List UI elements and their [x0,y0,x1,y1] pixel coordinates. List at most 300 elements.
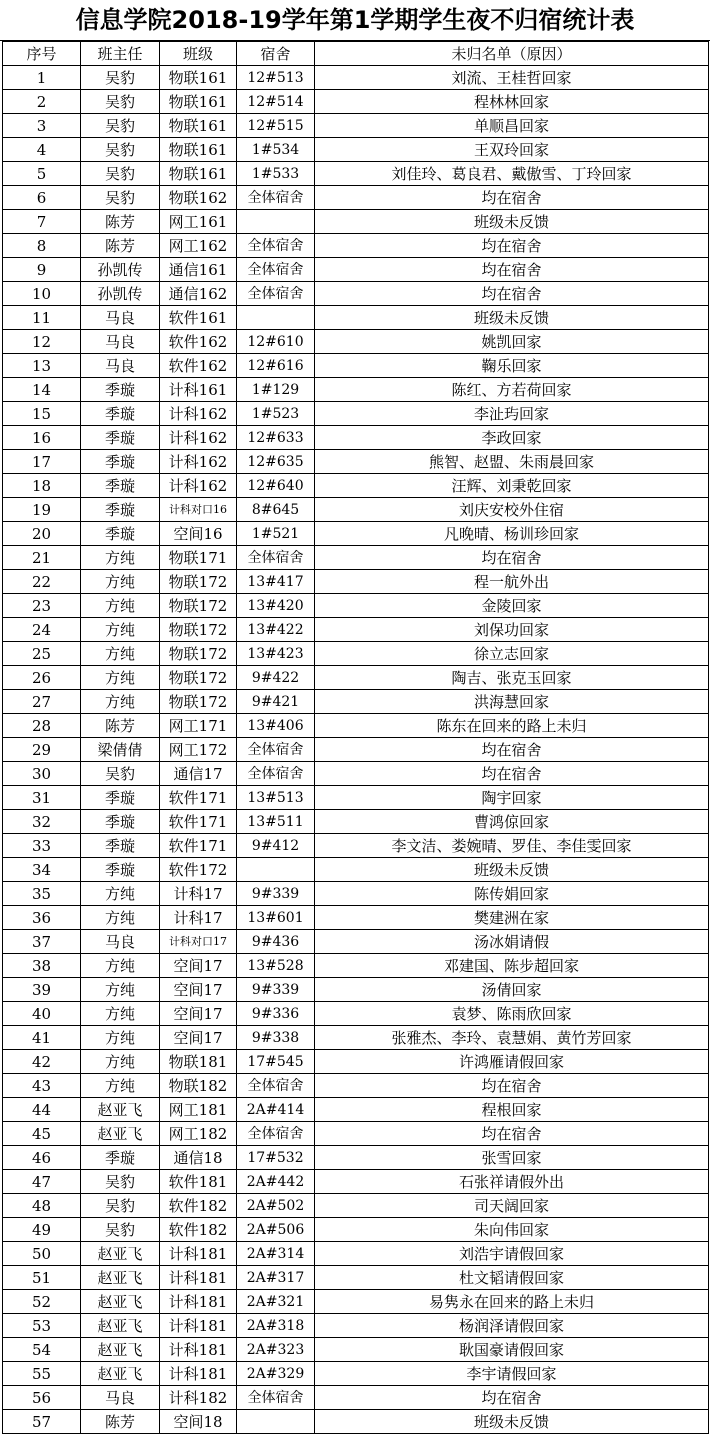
cell-dorm: 12#616 [237,354,315,378]
cell-teacher: 陈芳 [81,210,160,234]
cell-absent-list: 李沚玙回家 [315,402,709,426]
header-row [3,42,709,66]
cell-absent-list: 陈东在回来的路上未归 [315,714,709,738]
cell-class: 计科181 [160,1266,237,1290]
table-row [3,450,709,474]
cell-teacher: 季璇 [81,474,160,498]
cell-teacher: 方纯 [81,594,160,618]
cell-index: 40 [3,1002,81,1026]
cell-index: 55 [3,1362,81,1386]
cell-absent-list: 刘佳玲、葛良君、戴傲雪、丁玲回家 [315,162,709,186]
sheet-title: 信息学院2018-19学年第1学期学生夜不归宿统计表 [0,0,710,41]
cell-index: 49 [3,1218,81,1242]
cell-class: 物联161 [160,114,237,138]
cell-teacher: 季璇 [81,498,160,522]
cell-absent-list: 熊智、赵盟、朱雨晨回家 [315,450,709,474]
cell-class: 物联172 [160,618,237,642]
cell-class: 网工162 [160,234,237,258]
cell-dorm: 1#129 [237,378,315,402]
cell-index: 5 [3,162,81,186]
cell-teacher: 季璇 [81,810,160,834]
cell-teacher: 马良 [81,1386,160,1410]
cell-absent-list: 李宇请假回家 [315,1362,709,1386]
table-row [3,1074,709,1098]
cell-class: 通信161 [160,258,237,282]
table-row [3,1050,709,1074]
cell-index: 38 [3,954,81,978]
cell-teacher: 季璇 [81,522,160,546]
cell-class: 物联161 [160,66,237,90]
cell-index: 14 [3,378,81,402]
cell-dorm: 12#515 [237,114,315,138]
cell-teacher: 吴豹 [81,114,160,138]
cell-teacher: 赵亚飞 [81,1362,160,1386]
table-row [3,618,709,642]
table-row [3,162,709,186]
cell-absent-list: 均在宿舍 [315,282,709,306]
cell-teacher: 陈芳 [81,714,160,738]
cell-teacher: 方纯 [81,618,160,642]
cell-dorm: 全体宿舍 [237,762,315,786]
cell-absent-list: 均在宿舍 [315,762,709,786]
table-row [3,1266,709,1290]
cell-class: 计科162 [160,402,237,426]
cell-dorm: 12#513 [237,66,315,90]
cell-teacher: 马良 [81,330,160,354]
cell-teacher: 吴豹 [81,1218,160,1242]
cell-dorm [237,1410,315,1434]
cell-dorm: 全体宿舍 [237,186,315,210]
cell-dorm: 12#635 [237,450,315,474]
cell-absent-list: 耿国豪请假回家 [315,1338,709,1362]
cell-absent-list: 张雪回家 [315,1146,709,1170]
cell-dorm: 9#421 [237,690,315,714]
cell-absent-list: 汤倩回家 [315,978,709,1002]
cell-class: 软件161 [160,306,237,330]
cell-absent-list: 单顺昌回家 [315,114,709,138]
cell-dorm: 2A#323 [237,1338,315,1362]
cell-absent-list: 李政回家 [315,426,709,450]
cell-dorm: 13#423 [237,642,315,666]
cell-class: 软件182 [160,1218,237,1242]
cell-index: 25 [3,642,81,666]
table-row [3,282,709,306]
table-row [3,546,709,570]
cell-dorm: 9#436 [237,930,315,954]
cell-teacher: 方纯 [81,1026,160,1050]
cell-index: 39 [3,978,81,1002]
cell-index: 44 [3,1098,81,1122]
cell-class: 物联182 [160,1074,237,1098]
table-row [3,786,709,810]
cell-absent-list: 均在宿舍 [315,738,709,762]
cell-absent-list: 班级未反馈 [315,306,709,330]
cell-absent-list: 陈红、方若荷回家 [315,378,709,402]
cell-teacher: 赵亚飞 [81,1122,160,1146]
cell-absent-list: 徐立志回家 [315,642,709,666]
cell-absent-list: 班级未反馈 [315,210,709,234]
cell-index: 12 [3,330,81,354]
absence-table [2,41,709,1434]
cell-dorm: 17#532 [237,1146,315,1170]
cell-dorm: 全体宿舍 [237,1386,315,1410]
cell-teacher: 赵亚飞 [81,1290,160,1314]
table-row [3,210,709,234]
cell-teacher: 方纯 [81,666,160,690]
cell-index: 19 [3,498,81,522]
cell-index: 6 [3,186,81,210]
cell-dorm: 1#534 [237,138,315,162]
cell-class: 计科181 [160,1290,237,1314]
cell-dorm: 2A#314 [237,1242,315,1266]
cell-class: 网工172 [160,738,237,762]
cell-class: 通信17 [160,762,237,786]
cell-teacher: 方纯 [81,882,160,906]
cell-index: 46 [3,1146,81,1170]
cell-dorm: 12#610 [237,330,315,354]
cell-class: 计科162 [160,426,237,450]
cell-absent-list: 邓建国、陈步超回家 [315,954,709,978]
cell-teacher: 赵亚飞 [81,1338,160,1362]
table-row [3,1026,709,1050]
cell-class: 物联172 [160,570,237,594]
table-body [3,66,709,1434]
cell-class: 软件162 [160,330,237,354]
cell-dorm: 2A#506 [237,1218,315,1242]
cell-teacher: 马良 [81,930,160,954]
cell-dorm: 9#336 [237,1002,315,1026]
cell-class: 计科181 [160,1314,237,1338]
cell-index: 11 [3,306,81,330]
cell-index: 15 [3,402,81,426]
cell-absent-list: 袁梦、陈雨欣回家 [315,1002,709,1026]
cell-absent-list: 曹鸿倞回家 [315,810,709,834]
cell-absent-list: 均在宿舍 [315,258,709,282]
table-row [3,930,709,954]
cell-teacher: 方纯 [81,1074,160,1098]
cell-class: 网工182 [160,1122,237,1146]
cell-index: 48 [3,1194,81,1218]
cell-absent-list: 班级未反馈 [315,1410,709,1434]
cell-absent-list: 张雅杰、李玲、袁慧娟、黄竹芳回家 [315,1026,709,1050]
cell-class: 通信162 [160,282,237,306]
cell-absent-list: 均在宿舍 [315,546,709,570]
cell-dorm: 2A#414 [237,1098,315,1122]
cell-index: 16 [3,426,81,450]
cell-class: 物联172 [160,594,237,618]
cell-dorm: 13#511 [237,810,315,834]
cell-index: 52 [3,1290,81,1314]
cell-absent-list: 刘浩宇请假回家 [315,1242,709,1266]
cell-dorm: 9#422 [237,666,315,690]
cell-teacher: 梁倩倩 [81,738,160,762]
table-row [3,1002,709,1026]
cell-dorm: 17#545 [237,1050,315,1074]
cell-absent-list: 汪辉、刘秉乾回家 [315,474,709,498]
cell-class: 软件162 [160,354,237,378]
cell-teacher: 吴豹 [81,138,160,162]
cell-index: 22 [3,570,81,594]
cell-index: 13 [3,354,81,378]
cell-class: 计科17 [160,882,237,906]
cell-dorm [237,306,315,330]
cell-teacher: 赵亚飞 [81,1266,160,1290]
header-dorm: 宿舍 [237,42,315,66]
cell-teacher: 方纯 [81,570,160,594]
cell-dorm: 全体宿舍 [237,234,315,258]
cell-absent-list: 杜文韬请假回家 [315,1266,709,1290]
cell-absent-list: 凡晚晴、杨训珍回家 [315,522,709,546]
cell-class: 物联162 [160,186,237,210]
cell-absent-list: 陶吉、张克玉回家 [315,666,709,690]
cell-teacher: 季璇 [81,450,160,474]
cell-dorm: 全体宿舍 [237,546,315,570]
cell-class: 空间16 [160,522,237,546]
cell-index: 32 [3,810,81,834]
header-index: 序号 [3,42,81,66]
cell-absent-list: 樊建洲在家 [315,906,709,930]
cell-index: 43 [3,1074,81,1098]
cell-teacher: 赵亚飞 [81,1314,160,1338]
cell-class: 物联171 [160,546,237,570]
cell-teacher: 方纯 [81,642,160,666]
cell-class: 软件171 [160,786,237,810]
cell-dorm: 8#645 [237,498,315,522]
cell-index: 35 [3,882,81,906]
cell-absent-list: 金陵回家 [315,594,709,618]
table-row [3,954,709,978]
cell-class: 物联161 [160,162,237,186]
table-row [3,666,709,690]
cell-dorm: 全体宿舍 [237,738,315,762]
table-row [3,834,709,858]
cell-index: 1 [3,66,81,90]
cell-index: 51 [3,1266,81,1290]
cell-teacher: 方纯 [81,1002,160,1026]
cell-dorm: 9#338 [237,1026,315,1050]
cell-dorm: 9#412 [237,834,315,858]
cell-index: 47 [3,1170,81,1194]
cell-absent-list: 程林林回家 [315,90,709,114]
cell-dorm: 12#633 [237,426,315,450]
cell-absent-list: 石张祥请假外出 [315,1170,709,1194]
cell-teacher: 马良 [81,306,160,330]
cell-index: 28 [3,714,81,738]
table-row [3,1410,709,1434]
cell-class: 软件171 [160,810,237,834]
cell-index: 2 [3,90,81,114]
header-absent-list: 未归名单（原因） [315,42,709,66]
cell-dorm: 9#339 [237,882,315,906]
table-row [3,1290,709,1314]
cell-index: 50 [3,1242,81,1266]
cell-class: 计科对口16 [160,498,237,522]
table-row [3,1386,709,1410]
cell-teacher: 季璇 [81,402,160,426]
table-row [3,234,709,258]
cell-class: 物联161 [160,138,237,162]
cell-dorm: 13#528 [237,954,315,978]
table-row [3,426,709,450]
cell-class: 计科对口17 [160,930,237,954]
cell-index: 23 [3,594,81,618]
cell-class: 物联161 [160,90,237,114]
cell-teacher: 方纯 [81,1050,160,1074]
cell-absent-list: 均在宿舍 [315,1074,709,1098]
cell-dorm: 全体宿舍 [237,282,315,306]
table-row [3,258,709,282]
cell-teacher: 方纯 [81,978,160,1002]
cell-index: 20 [3,522,81,546]
cell-dorm [237,858,315,882]
cell-absent-list: 程一航外出 [315,570,709,594]
cell-index: 26 [3,666,81,690]
cell-dorm: 12#640 [237,474,315,498]
cell-class: 空间17 [160,978,237,1002]
cell-dorm [237,210,315,234]
cell-index: 7 [3,210,81,234]
cell-dorm: 13#417 [237,570,315,594]
table-row [3,858,709,882]
table-row [3,738,709,762]
table-row [3,1314,709,1338]
cell-absent-list: 汤冰娟请假 [315,930,709,954]
table-row [3,306,709,330]
cell-class: 网工171 [160,714,237,738]
table-row [3,1242,709,1266]
cell-class: 物联181 [160,1050,237,1074]
cell-absent-list: 杨润泽请假回家 [315,1314,709,1338]
table-row [3,354,709,378]
cell-class: 计科181 [160,1362,237,1386]
cell-teacher: 孙凯传 [81,282,160,306]
cell-class: 网工161 [160,210,237,234]
cell-index: 33 [3,834,81,858]
table-row [3,402,709,426]
cell-class: 计科17 [160,906,237,930]
cell-class: 软件172 [160,858,237,882]
cell-index: 8 [3,234,81,258]
cell-index: 24 [3,618,81,642]
cell-dorm: 2A#317 [237,1266,315,1290]
table-row [3,570,709,594]
cell-index: 41 [3,1026,81,1050]
table-row [3,1146,709,1170]
header-teacher: 班主任 [81,42,160,66]
cell-absent-list: 李文洁、娄婉晴、罗佳、李佳雯回家 [315,834,709,858]
table-row [3,978,709,1002]
cell-teacher: 季璇 [81,426,160,450]
cell-class: 物联172 [160,642,237,666]
cell-teacher: 季璇 [81,1146,160,1170]
table-row [3,1170,709,1194]
cell-class: 计科181 [160,1242,237,1266]
cell-absent-list: 姚凯回家 [315,330,709,354]
cell-dorm: 12#514 [237,90,315,114]
table-row [3,330,709,354]
cell-teacher: 吴豹 [81,186,160,210]
cell-dorm: 2A#502 [237,1194,315,1218]
table-row [3,1194,709,1218]
cell-index: 17 [3,450,81,474]
cell-teacher: 季璇 [81,786,160,810]
cell-dorm: 2A#442 [237,1170,315,1194]
cell-dorm: 13#420 [237,594,315,618]
cell-dorm: 1#533 [237,162,315,186]
cell-index: 45 [3,1122,81,1146]
cell-teacher: 吴豹 [81,66,160,90]
cell-teacher: 季璇 [81,378,160,402]
cell-absent-list: 均在宿舍 [315,1386,709,1410]
cell-class: 计科181 [160,1338,237,1362]
table-row [3,1122,709,1146]
cell-index: 21 [3,546,81,570]
cell-absent-list: 陶宇回家 [315,786,709,810]
cell-dorm: 13#513 [237,786,315,810]
cell-dorm: 2A#329 [237,1362,315,1386]
table-row [3,594,709,618]
cell-index: 31 [3,786,81,810]
table-row [3,138,709,162]
cell-class: 计科162 [160,450,237,474]
cell-class: 软件181 [160,1170,237,1194]
cell-dorm: 全体宿舍 [237,1074,315,1098]
cell-index: 18 [3,474,81,498]
table-row [3,690,709,714]
table-row [3,1362,709,1386]
table-row [3,1098,709,1122]
table-row [3,1338,709,1362]
cell-teacher: 吴豹 [81,762,160,786]
cell-index: 57 [3,1410,81,1434]
cell-dorm: 13#406 [237,714,315,738]
cell-class: 软件182 [160,1194,237,1218]
cell-class: 物联172 [160,690,237,714]
cell-index: 29 [3,738,81,762]
cell-absent-list: 班级未反馈 [315,858,709,882]
table-row [3,522,709,546]
cell-class: 软件171 [160,834,237,858]
table-row [3,498,709,522]
table-row [3,882,709,906]
table-row [3,66,709,90]
cell-index: 10 [3,282,81,306]
cell-index: 34 [3,858,81,882]
cell-teacher: 孙凯传 [81,258,160,282]
cell-dorm: 2A#321 [237,1290,315,1314]
cell-index: 9 [3,258,81,282]
cell-teacher: 方纯 [81,690,160,714]
cell-index: 42 [3,1050,81,1074]
cell-index: 4 [3,138,81,162]
cell-teacher: 方纯 [81,954,160,978]
cell-absent-list: 司天阔回家 [315,1194,709,1218]
cell-teacher: 季璇 [81,834,160,858]
cell-teacher: 赵亚飞 [81,1242,160,1266]
cell-absent-list: 均在宿舍 [315,234,709,258]
cell-absent-list: 洪海慧回家 [315,690,709,714]
cell-class: 空间17 [160,1026,237,1050]
table-row [3,714,709,738]
table-row [3,642,709,666]
table-row [3,474,709,498]
cell-dorm: 全体宿舍 [237,1122,315,1146]
table-row [3,114,709,138]
table-row [3,762,709,786]
cell-teacher: 吴豹 [81,1170,160,1194]
cell-teacher: 陈芳 [81,234,160,258]
cell-teacher: 吴豹 [81,90,160,114]
